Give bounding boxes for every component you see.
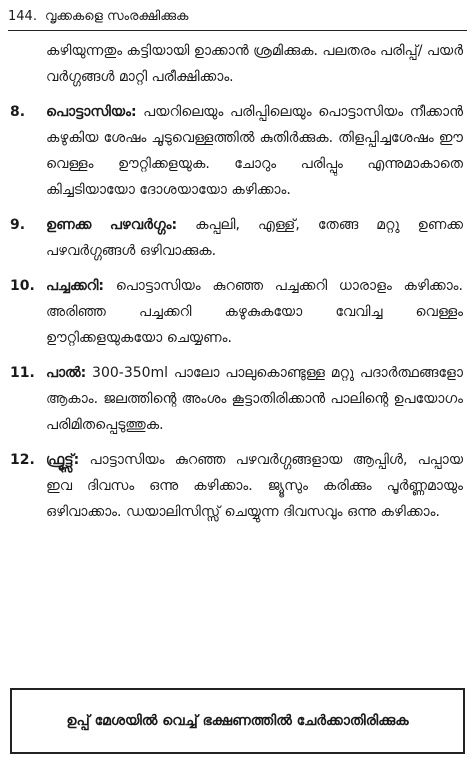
item-description: കപ്പലി, എള്ള്, തേങ്ങ മറ്റു ഉണക്ക പഴവർഗ്ഗങ്ങൾ ഒഴിവാക്കുക. (46, 217, 463, 259)
item-term: ഫ്രൂട്ട്സ്: (46, 452, 80, 468)
salt-warning-text: ഉപ്പ് മേശയിൽ വെച്ച് ഭക്ഷണത്തിൽ ചേർക്കാതിരിക്കുക (66, 713, 409, 729)
item-number: 9. (10, 217, 26, 233)
item-description: പാട്ടാസിയം കുറഞ്ഞ പഴവർഗ്ഗങ്ങളായ ആപ്പിൾ, പപ്പായ ഇവ ദിവസം ഒന്നു കഴിക്കാം. ജ്യൂസും കരിക്കും പൂർണ്ണമായും ഒഴിവാക്കാം. ഡയാലിസിസ്സ് ചെയ്യുന്ന ദിവസവും ഒന്നു കഴിക്കാം. (46, 452, 463, 520)
item-text (46, 447, 463, 525)
item-number: 11. (10, 365, 35, 381)
item-number: 10. (10, 278, 35, 294)
intro-paragraph: കഴിയുന്നതും കട്ടിയായി ഉാക്കാൻ ശ്രമിക്കുക. പലതരം പരിപ്പ്/ പയർ വർഗ്ഗങ്ങൾ മാറ്റി പരീക്ഷിക്കാം. (46, 43, 463, 85)
item-text (46, 360, 463, 438)
item-description: പയറിലെയും പരിപ്പിലെയും പൊട്ടാസിയം നീക്കാൻ കഴുകിയ ശേഷം ചൂടുവെള്ളത്തിൽ കുതിർക്കുക. തിളപ്പിച്ചശേഷം ഈ വെള്ളം ഊറ്റിക്കളയുക. ചോറും പരിപ്പും എന്നുമാകാതെ കിച്ചടിയായോ ദോശയായോ കഴിക്കാം. (46, 104, 463, 198)
item-term: ഉണക്ക പഴവർഗ്ഗം: (46, 217, 178, 233)
page-content (10, 38, 463, 525)
list-item-10 (10, 273, 463, 351)
list-item-9 (10, 212, 463, 264)
list-item-11 (10, 360, 463, 438)
item-text (46, 273, 463, 351)
item-description: 300-350ml പാലോ പാലുകൊണ്ടുള്ള മറ്റു പദാർത്ഥങ്ങളോ ആകാം. ജലത്തിന്റെ അംശം കൂട്ടാതിരിക്കാൻ പാലിന്റെ ഉപയോഗം പരിമിതപ്പെടുത്തുക. (46, 365, 463, 433)
item-term: പാൽ: (46, 365, 87, 381)
item-term: പൊട്ടാസിയം: (46, 104, 137, 120)
item-number: 12. (10, 452, 35, 468)
item-text (46, 212, 463, 264)
item-number: 8. (10, 104, 26, 120)
list-item-12 (10, 447, 463, 525)
chapter-title: വൃക്കകളെ സംരക്ഷിക്കുക (44, 9, 189, 24)
salt-warning-box (10, 688, 465, 754)
page-number: 144. (8, 9, 37, 24)
item-description: പൊട്ടാസിയം കുറഞ്ഞ പച്ചക്കറി ധാരാളം കഴിക്കാം. അരിഞ്ഞ പച്ചക്കറി കഴുകുകയോ വേവിച്ച വെള്ളം ഊറ്റിക്കളയുകയോ ചെയ്യണം. (46, 278, 463, 346)
item-text (46, 99, 463, 203)
item-term: പച്ചക്കറി: (46, 278, 105, 294)
list-item-8 (10, 99, 463, 203)
page-header (8, 4, 467, 31)
